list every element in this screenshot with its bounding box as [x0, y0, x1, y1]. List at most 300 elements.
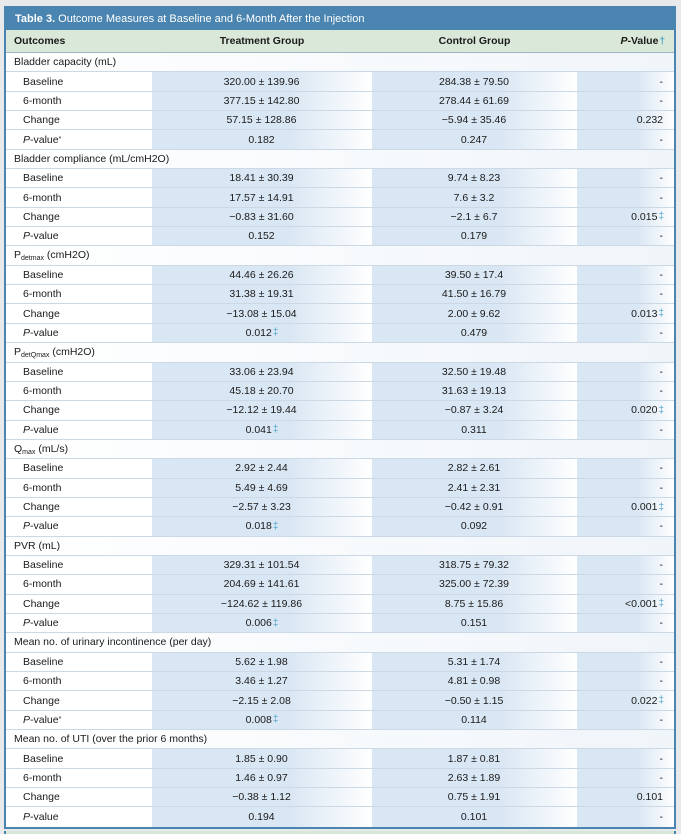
control-cell — [372, 382, 577, 400]
value-text: −2.15 ± 2.08 — [232, 694, 291, 707]
row-label-text: -value — [30, 617, 59, 630]
pvalue-cell — [577, 421, 674, 439]
table-title: Outcome Measures at Baseline and 6-Month After the Injection — [58, 13, 365, 25]
pvalue-cell — [577, 653, 674, 671]
section-header-row — [6, 53, 674, 72]
row-label-text: Baseline — [23, 752, 64, 765]
column-header-outcomes: Outcomes — [14, 35, 66, 47]
table-row — [6, 556, 674, 575]
row-label-text: Baseline — [23, 559, 64, 572]
value-text: 33.06 ± 23.94 — [229, 365, 294, 378]
control-cell — [372, 769, 577, 787]
treatment-cell — [152, 304, 372, 322]
row-label-italic: P — [23, 811, 31, 824]
pvalue-cell — [577, 749, 674, 767]
control-cell — [372, 401, 577, 419]
control-cell — [372, 711, 577, 729]
pvalue-cell — [577, 304, 674, 322]
row-label — [6, 575, 152, 593]
value-text: 0.152 — [248, 230, 275, 243]
row-label — [6, 188, 152, 206]
section-label-base: Bladder compliance (mL/cmH2O) — [14, 152, 170, 165]
row-label — [6, 672, 152, 690]
table-row — [6, 595, 674, 614]
treatment-cell — [152, 188, 372, 206]
sig-mark: ‡ — [272, 424, 279, 436]
section-header-row — [6, 730, 674, 749]
treatment-cell — [152, 111, 372, 129]
table-row — [6, 72, 674, 91]
row-label: P -value * — [6, 711, 152, 729]
sig-mark: ‡ — [658, 308, 664, 320]
treatment-cell — [152, 421, 372, 439]
row-label — [6, 556, 152, 574]
value-text: 0.151 — [460, 617, 488, 630]
pvalue-cell — [577, 208, 674, 226]
value-text: −0.50 ± 1.15 — [444, 694, 504, 707]
section-header-row — [6, 537, 674, 556]
value-text: 0.012 — [245, 326, 272, 339]
control-cell — [372, 788, 577, 806]
value-text: - — [659, 771, 663, 784]
treatment-cell — [152, 266, 372, 284]
table-row — [6, 266, 674, 285]
value-text: - — [659, 365, 663, 378]
table-row — [6, 208, 674, 227]
row-label-text: Change — [23, 694, 60, 707]
row-label-text: 6-month — [23, 771, 62, 784]
control-cell — [372, 169, 577, 187]
value-text: 0.015 — [631, 210, 658, 223]
table-number: Table 3. — [15, 13, 56, 25]
treatment-cell — [152, 691, 372, 709]
treatment-cell — [152, 614, 372, 632]
row-label-text: Change — [23, 307, 60, 320]
treatment-cell — [152, 324, 372, 342]
row-label-text: 6-month — [23, 288, 62, 301]
section-header-row — [6, 440, 674, 459]
section-label-base: PVR (mL) — [14, 539, 61, 552]
row-label — [6, 614, 152, 632]
control-cell — [372, 363, 577, 381]
value-text: 0.479 — [460, 326, 488, 339]
table-row — [6, 421, 674, 440]
sig-mark: ‡ — [272, 714, 279, 726]
pvalue-cell — [577, 556, 674, 574]
table-row — [6, 324, 674, 343]
pvalue-cell — [577, 92, 674, 110]
value-text: 2.82 ± 2.61 — [447, 462, 501, 475]
pvalue-cell — [577, 130, 674, 148]
table-title-bar — [6, 8, 674, 30]
control-cell — [372, 130, 577, 148]
value-text: 2.41 ± 2.31 — [447, 481, 501, 494]
value-text: 5.31 ± 1.74 — [447, 655, 501, 668]
row-label-text: -value — [30, 520, 59, 533]
row-label-text: 6-month — [23, 94, 62, 107]
row-label — [6, 479, 152, 497]
row-label-italic: P — [23, 520, 31, 533]
sig-mark: ‡ — [658, 598, 664, 610]
control-cell — [372, 324, 577, 342]
value-text: 31.63 ± 19.13 — [441, 385, 507, 398]
control-cell — [372, 92, 577, 110]
row-label-text: 6-month — [23, 675, 62, 688]
row-label-text: 6-month — [23, 578, 62, 591]
value-text: 318.75 ± 79.32 — [439, 559, 509, 572]
table-row — [6, 285, 674, 304]
pvalue-cell — [577, 769, 674, 787]
value-text: 325.00 ± 72.39 — [439, 578, 509, 591]
value-text: - — [659, 559, 663, 572]
control-cell — [372, 807, 577, 826]
value-text: 44.46 ± 26.26 — [229, 268, 294, 281]
treatment-cell — [152, 382, 372, 400]
value-text: 1.85 ± 0.90 — [235, 752, 288, 765]
row-label — [6, 382, 152, 400]
value-text: - — [659, 462, 663, 475]
value-text: - — [659, 133, 663, 146]
value-text: 2.63 ± 1.89 — [447, 771, 501, 784]
section-label-base: Q — [14, 442, 23, 455]
treatment-cell — [152, 749, 372, 767]
pvalue-cell — [577, 711, 674, 729]
pvalue-cell — [577, 324, 674, 342]
value-text: −0.42 ± 0.91 — [444, 501, 504, 514]
sig-mark: ‡ — [658, 404, 664, 416]
row-label — [6, 285, 152, 303]
value-text: - — [659, 288, 663, 301]
value-text: 2.92 ± 2.44 — [235, 462, 288, 475]
value-text: - — [659, 655, 663, 668]
control-cell — [372, 595, 577, 613]
treatment-cell — [152, 208, 372, 226]
control-cell — [372, 479, 577, 497]
row-label-text: -value — [30, 713, 59, 726]
value-text: 3.46 ± 1.27 — [235, 675, 288, 688]
row-label — [6, 208, 152, 226]
row-label-text: 6-month — [23, 385, 62, 398]
treatment-cell — [152, 130, 372, 148]
value-text: 5.49 ± 4.69 — [235, 481, 288, 494]
control-cell — [372, 188, 577, 206]
value-text: 0.001 — [631, 501, 658, 514]
value-text: - — [659, 230, 663, 243]
section-header-row — [6, 343, 674, 362]
table-row — [6, 459, 674, 478]
value-text: −0.38 ± 1.12 — [232, 791, 291, 804]
row-label — [6, 653, 152, 671]
section-header-row — [6, 633, 674, 652]
control-cell — [372, 208, 577, 226]
value-text: - — [659, 578, 663, 591]
value-text: 0.092 — [460, 520, 488, 533]
treatment-cell — [152, 788, 372, 806]
section-label-rest: (cmH2O) — [43, 249, 90, 262]
value-text: 0.020 — [631, 404, 658, 417]
pvalue-cell — [577, 382, 674, 400]
treatment-cell — [152, 92, 372, 110]
control-cell — [372, 749, 577, 767]
table-row — [6, 363, 674, 382]
section-label-base: Mean no. of UTI (over the prior 6 months) — [14, 733, 208, 746]
value-text: 9.74 ± 8.23 — [447, 172, 501, 185]
row-label — [6, 169, 152, 187]
value-text: 0.013 — [631, 307, 658, 320]
control-cell — [372, 517, 577, 535]
treatment-cell — [152, 459, 372, 477]
treatment-cell — [152, 556, 372, 574]
pvalue-cell — [577, 788, 674, 806]
row-label-text: Baseline — [23, 365, 64, 378]
value-text: −12.12 ± 19.44 — [226, 404, 297, 417]
table-row — [6, 382, 674, 401]
value-text: 0.194 — [248, 811, 275, 824]
value-text: 0.018 — [245, 520, 272, 533]
value-text: 0.179 — [460, 230, 488, 243]
table-row — [6, 749, 674, 768]
treatment-cell — [152, 575, 372, 593]
table-row — [6, 691, 674, 710]
control-cell — [372, 575, 577, 593]
table-row — [6, 769, 674, 788]
value-text: 204.69 ± 141.61 — [223, 578, 300, 591]
row-label — [6, 691, 152, 709]
row-label — [6, 421, 152, 439]
row-label-italic: P — [23, 617, 31, 630]
treatment-cell — [152, 401, 372, 419]
row-label — [6, 498, 152, 516]
column-header-pvalue — [577, 35, 674, 47]
treatment-cell — [152, 227, 372, 245]
sig-mark: ‡ — [658, 695, 664, 707]
row-label — [6, 769, 152, 787]
pvalue-cell — [577, 807, 674, 826]
value-text: 0.247 — [460, 133, 488, 146]
pvalue-cell — [577, 266, 674, 284]
treatment-cell — [152, 498, 372, 516]
section-header-row — [6, 246, 674, 265]
sig-mark: ‡ — [272, 327, 279, 339]
value-text: <0.001 — [625, 597, 658, 610]
dagger-icon: † — [659, 36, 665, 47]
table-body — [6, 53, 674, 827]
value-text: 278.44 ± 61.69 — [439, 94, 509, 107]
value-text: - — [659, 172, 663, 185]
value-text: - — [659, 713, 663, 726]
row-label-text: Baseline — [23, 75, 64, 88]
value-text: 1.87 ± 0.81 — [447, 752, 501, 765]
value-text: 57.15 ± 128.86 — [226, 114, 297, 127]
row-label-italic: P — [23, 230, 31, 243]
value-text: - — [659, 811, 663, 824]
row-label-italic: P — [23, 326, 31, 339]
pvalue-cell — [577, 363, 674, 381]
value-text: 0.006 — [245, 617, 272, 630]
value-text: - — [659, 481, 663, 494]
pvalue-header-text: -Value — [627, 35, 659, 47]
control-cell — [372, 672, 577, 690]
pvalue-cell — [577, 691, 674, 709]
row-label — [6, 749, 152, 767]
row-label-text: Baseline — [23, 462, 64, 475]
pvalue-cell — [577, 672, 674, 690]
value-text: 0.114 — [461, 713, 487, 726]
value-text: 0.022 — [631, 694, 658, 707]
table-row — [6, 807, 674, 826]
value-text: −5.94 ± 35.46 — [441, 114, 507, 127]
row-label — [6, 304, 152, 322]
value-text: 0.182 — [248, 133, 275, 146]
row-label — [6, 363, 152, 381]
section-label-base: Mean no. of urinary incontinence (per day) — [14, 636, 212, 649]
column-header-treatment: Treatment Group — [219, 35, 305, 47]
row-label — [6, 266, 152, 284]
value-text: 17.57 ± 14.91 — [229, 191, 294, 204]
row-label — [6, 227, 152, 245]
control-cell — [372, 614, 577, 632]
value-text: 0.232 — [636, 114, 663, 127]
table-row — [6, 227, 674, 246]
control-cell — [372, 459, 577, 477]
pvalue-cell — [577, 498, 674, 516]
control-cell — [372, 556, 577, 574]
treatment-cell — [152, 517, 372, 535]
row-label-text: Change — [23, 210, 60, 223]
pvalue-cell — [577, 227, 674, 245]
section-label-rest: (mL/s) — [35, 442, 69, 455]
table-row — [6, 517, 674, 536]
treatment-cell — [152, 711, 372, 729]
table-row — [6, 788, 674, 807]
value-text: - — [659, 326, 663, 339]
control-cell — [372, 421, 577, 439]
value-text: - — [659, 268, 663, 281]
value-text: 0.041 — [245, 423, 272, 436]
table-row — [6, 672, 674, 691]
row-label — [6, 324, 152, 342]
row-label — [6, 807, 152, 826]
row-label-text: -value — [30, 326, 59, 339]
table-header-row — [6, 30, 674, 53]
value-text: - — [659, 423, 663, 436]
value-text: - — [659, 75, 663, 88]
row-label-text: 6-month — [23, 481, 62, 494]
value-text: 0.311 — [461, 423, 487, 436]
row-label-text: Baseline — [23, 172, 64, 185]
table-row — [6, 169, 674, 188]
control-cell — [372, 266, 577, 284]
row-label-text: -value — [30, 133, 59, 146]
value-text: - — [659, 752, 663, 765]
row-label-text: 6-month — [23, 191, 62, 204]
pvalue-cell — [577, 575, 674, 593]
table-row — [6, 304, 674, 323]
sig-mark: ‡ — [272, 617, 279, 629]
section-label-sub: detmax — [21, 255, 44, 263]
value-text: - — [659, 675, 663, 688]
table-row — [6, 711, 674, 730]
treatment-cell — [152, 653, 372, 671]
treatment-cell — [152, 285, 372, 303]
row-label-italic: P — [23, 133, 31, 146]
row-label-text: Change — [23, 404, 60, 417]
control-cell — [372, 285, 577, 303]
control-cell — [372, 111, 577, 129]
value-text: 8.75 ± 15.86 — [444, 597, 504, 610]
treatment-cell — [152, 169, 372, 187]
row-label-text: -value — [30, 230, 59, 243]
row-label — [6, 595, 152, 613]
value-text: - — [659, 94, 663, 107]
value-text: 0.101 — [636, 791, 663, 804]
pvalue-cell — [577, 614, 674, 632]
value-text: 31.38 ± 19.31 — [229, 288, 294, 301]
table-row — [6, 92, 674, 111]
value-text: 45.18 ± 20.70 — [229, 385, 294, 398]
value-text: 2.00 ± 9.62 — [447, 307, 501, 320]
row-label — [6, 72, 152, 90]
table-row — [6, 614, 674, 633]
row-label-text: Baseline — [23, 655, 64, 668]
treatment-cell — [152, 363, 372, 381]
section-label-sub: detQmax — [21, 352, 50, 360]
control-cell — [372, 72, 577, 90]
row-label-text: Baseline — [23, 268, 64, 281]
row-label-text: Change — [23, 791, 60, 804]
column-header-control: Control Group — [438, 35, 511, 47]
value-text: 329.31 ± 101.54 — [223, 559, 300, 572]
pvalue-header-italic: P — [620, 35, 628, 47]
treatment-cell — [152, 807, 372, 826]
value-text: 0.101 — [460, 811, 488, 824]
control-cell — [372, 498, 577, 516]
pvalue-cell — [577, 401, 674, 419]
control-cell — [372, 304, 577, 322]
row-label-text: Change — [23, 501, 60, 514]
section-label-base: P — [14, 249, 22, 262]
value-text: −124.62 ± 119.86 — [220, 597, 303, 610]
value-text: −13.08 ± 15.04 — [226, 307, 297, 320]
treatment-cell — [152, 769, 372, 787]
control-cell — [372, 691, 577, 709]
control-cell — [372, 653, 577, 671]
row-label-text: Change — [23, 114, 60, 127]
value-text: 0.75 ± 1.91 — [447, 791, 501, 804]
value-text: - — [659, 520, 663, 533]
control-cell — [372, 227, 577, 245]
value-text: 1.46 ± 0.97 — [235, 771, 288, 784]
table-row — [6, 498, 674, 517]
outcome-measures-table — [4, 6, 676, 829]
value-text: 4.81 ± 0.98 — [447, 675, 501, 688]
section-label-base: P — [14, 346, 22, 359]
row-label-text: -value — [30, 423, 59, 436]
table-row — [6, 479, 674, 498]
value-text: −2.1 ± 6.7 — [450, 210, 498, 223]
pvalue-cell — [577, 72, 674, 90]
pvalue-cell — [577, 285, 674, 303]
value-text: - — [659, 191, 663, 204]
value-text: −0.87 ± 3.24 — [444, 404, 504, 417]
value-text: 5.62 ± 1.98 — [235, 655, 288, 668]
row-label-italic: P — [23, 423, 31, 436]
section-label-base: Bladder capacity (mL) — [14, 56, 117, 68]
treatment-cell — [152, 479, 372, 497]
sig-mark: ‡ — [658, 501, 664, 513]
value-text: 18.41 ± 30.39 — [229, 172, 294, 185]
value-text: 7.6 ± 3.2 — [453, 191, 495, 204]
